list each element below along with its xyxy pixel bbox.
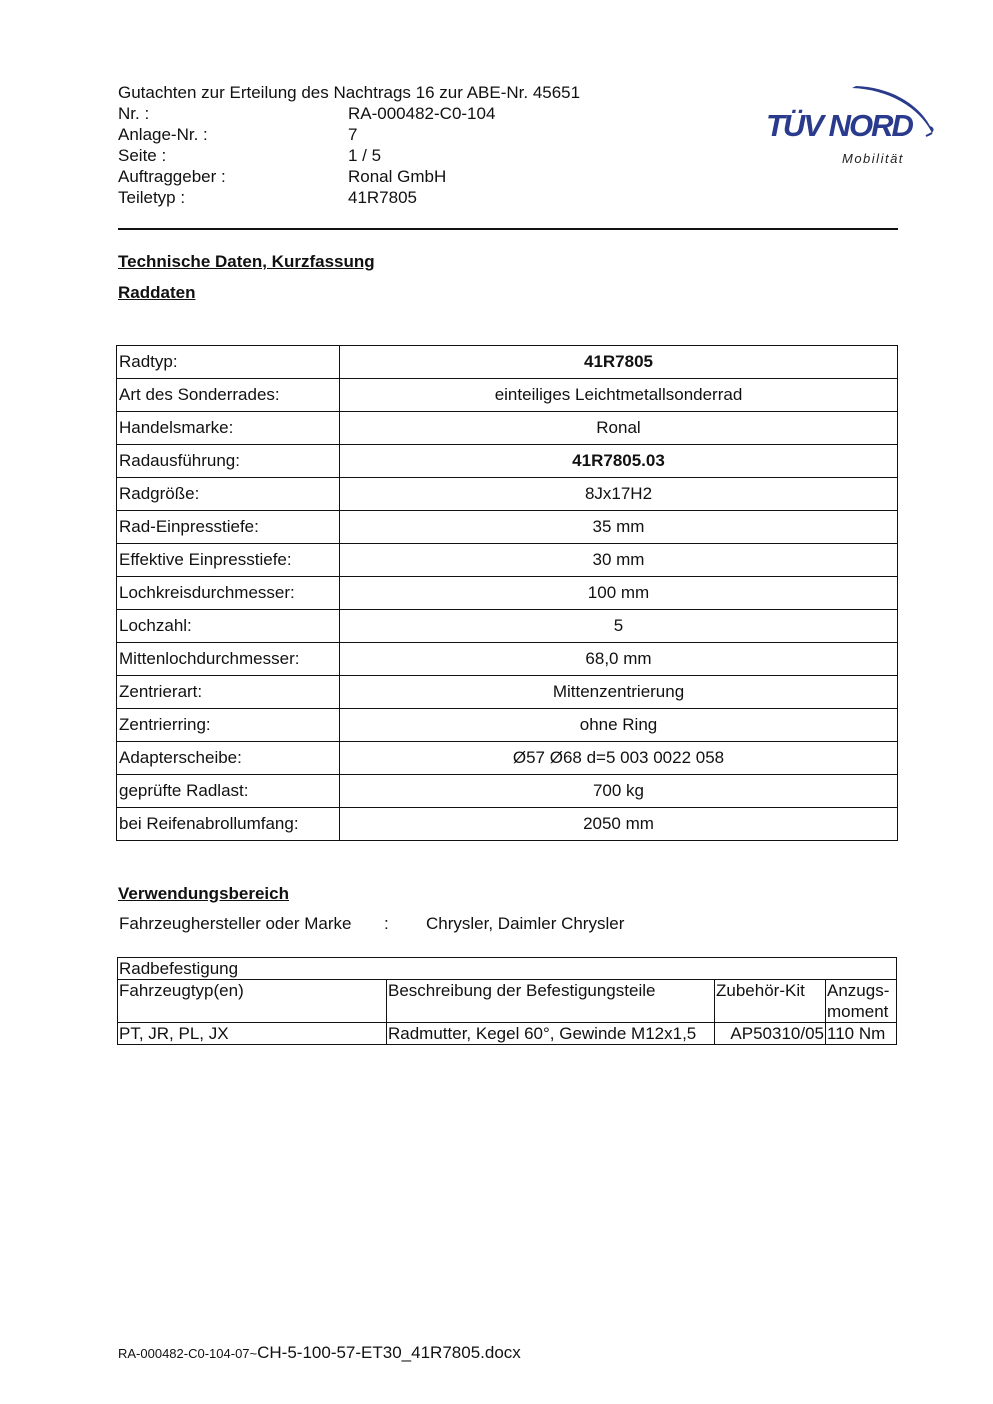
header-label: Nr. :: [118, 104, 150, 123]
verwendung-title: Verwendungsbereich: [118, 884, 289, 903]
table-row: [117, 742, 898, 775]
cell-beschreibung: Radmutter, Kegel 60°, Gewinde M12x1,5: [387, 1023, 715, 1045]
table-row: [117, 676, 898, 709]
raddaten-value: 100 mm: [340, 577, 898, 610]
raddaten-label: Art des Sonderrades:: [117, 379, 340, 412]
header-label: Auftraggeber :: [118, 167, 226, 186]
header-row: [118, 124, 495, 145]
logo-wordmark: TÜV NORD: [766, 108, 912, 143]
header-divider: [118, 228, 898, 230]
raddaten-value: Ronal: [340, 412, 898, 445]
raddaten-value: 5: [340, 610, 898, 643]
table-row: [117, 478, 898, 511]
hersteller-value: Chrysler, Daimler Chrysler: [426, 914, 625, 933]
raddaten-label: Radtyp:: [117, 346, 340, 379]
table-row: [117, 445, 898, 478]
raddaten-label: Adapterscheibe:: [117, 742, 340, 775]
table-row: [117, 610, 898, 643]
raddaten-value: 700 kg: [340, 775, 898, 808]
cell-anzugsmoment: 110 Nm: [826, 1023, 897, 1045]
table-row: [117, 544, 898, 577]
hersteller-label: Fahrzeughersteller oder Marke: [119, 914, 352, 933]
raddaten-value: ohne Ring: [340, 709, 898, 742]
header-value: RA-000482-C0-104: [348, 104, 496, 123]
raddaten-value: 2050 mm: [340, 808, 898, 841]
document-title: Gutachten zur Erteilung des Nachtrags 16 zur ABE-Nr. 45651: [118, 83, 581, 102]
hersteller-line: [119, 914, 624, 934]
header-fahrzeugtyp: Fahrzeugtyp(en): [118, 980, 387, 1023]
footer-prefix: RA-000482-C0-104-07~: [118, 1346, 258, 1361]
subsection-raddaten: Raddaten: [118, 283, 196, 302]
header-row: [118, 145, 495, 166]
raddaten-label: Lochkreisdurchmesser:: [117, 577, 340, 610]
raddaten-label: Handelsmarke:: [117, 412, 340, 445]
raddaten-value: 41R7805.03: [340, 445, 898, 478]
cell-fahrzeugtyp: PT, JR, PL, JX: [118, 1023, 387, 1045]
raddaten-label: Effektive Einpresstiefe:: [117, 544, 340, 577]
raddaten-label: Mittenlochdurchmesser:: [117, 643, 340, 676]
table-row: [117, 379, 898, 412]
raddaten-value: Mittenzentrierung: [340, 676, 898, 709]
header-anzugsmoment: Anzugs- moment: [826, 980, 897, 1023]
raddaten-value: 41R7805: [340, 346, 898, 379]
cell-zubehoer-kit: AP50310/05: [715, 1023, 826, 1045]
befestigung-title: Radbefestigung: [118, 958, 897, 980]
footer-file: CH-5-100-57-ET30_41R7805.docx: [257, 1343, 521, 1362]
header-row: [118, 103, 495, 124]
section-title: Technische Daten, Kurzfassung: [118, 252, 375, 271]
header-value: Ronal GmbH: [348, 167, 447, 186]
header-value: 7: [348, 125, 358, 144]
raddaten-label: Zentrierring:: [117, 709, 340, 742]
raddaten-label: Lochzahl:: [117, 610, 340, 643]
raddaten-label: Zentrierart:: [117, 676, 340, 709]
raddaten-value: einteiliges Leichtmetallsonderrad: [340, 379, 898, 412]
table-row: [117, 412, 898, 445]
table-row: [117, 643, 898, 676]
raddaten-value: 30 mm: [340, 544, 898, 577]
header-beschreibung: Beschreibung der Befestigungsteile: [387, 980, 715, 1023]
table-row: [118, 1023, 897, 1045]
table-row: [117, 346, 898, 379]
raddaten-value: 35 mm: [340, 511, 898, 544]
raddaten-value: Ø57 Ø68 d=5 003 0022 058: [340, 742, 898, 775]
raddaten-label: geprüfte Radlast:: [117, 775, 340, 808]
header-label: Anlage-Nr. :: [118, 125, 208, 144]
header-row: [118, 166, 495, 187]
raddaten-label: Radausführung:: [117, 445, 340, 478]
header-zubehoer-kit: Zubehör-Kit: [715, 980, 826, 1023]
raddaten-value: 68,0 mm: [340, 643, 898, 676]
befestigung-header-row: [118, 980, 897, 1023]
logo-subtitle: Mobilität: [842, 151, 904, 166]
table-row: [117, 775, 898, 808]
header-label: Seite :: [118, 146, 167, 165]
footer-filename: [118, 1343, 521, 1363]
header-label: Teiletyp :: [118, 188, 186, 207]
raddaten-label: Radgröße:: [117, 478, 340, 511]
header-info: [118, 103, 495, 208]
table-row: [117, 808, 898, 841]
raddaten-label: Rad-Einpresstiefe:: [117, 511, 340, 544]
hersteller-separator: :: [384, 914, 389, 933]
header-value: 1 / 5: [348, 146, 382, 165]
header-row: [118, 187, 495, 208]
table-row: [117, 577, 898, 610]
raddaten-label: bei Reifenabrollumfang:: [117, 808, 340, 841]
table-row: [117, 511, 898, 544]
raddaten-table: [116, 345, 898, 841]
befestigung-table: [117, 957, 897, 1045]
tuv-nord-logo: [764, 58, 944, 173]
table-row: [117, 709, 898, 742]
raddaten-value: 8Jx17H2: [340, 478, 898, 511]
header-value: 41R7805: [348, 188, 418, 207]
